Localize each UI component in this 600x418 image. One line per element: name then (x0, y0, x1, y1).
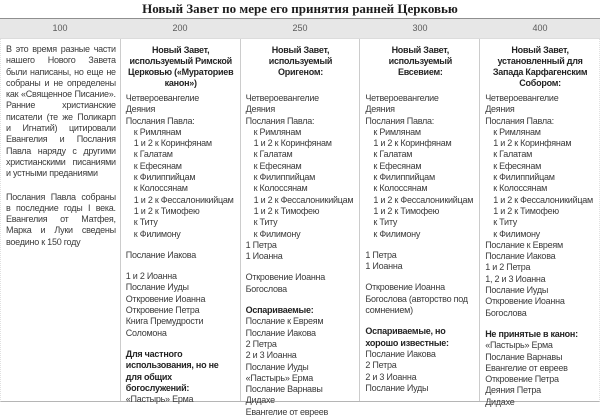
book-item: Дидахе (485, 396, 515, 407)
book-item: Евангелие от евреев (245, 406, 329, 417)
book-list-block (365, 349, 475, 394)
book-list-block (485, 127, 595, 240)
column-400-content (485, 93, 595, 408)
book-item: Послание Иуды (245, 361, 309, 372)
book-item: 1 и 2 к Коринфянам (253, 138, 332, 149)
book-item: 2 и 3 Иоанна (245, 350, 297, 361)
book-item: Откровение Иоанна Богослова (245, 272, 326, 294)
year-label-200: 200 (172, 23, 188, 33)
book-item: 1 и 2 к Фессалоникийцам (493, 194, 593, 205)
book-item: 1 и 2 к Фессалоникийцам (253, 194, 354, 205)
column-200-content (126, 93, 236, 405)
book-item: к Галатам (253, 149, 293, 160)
book-item: 1 Петра (245, 239, 277, 250)
book-item: Деяния (245, 104, 275, 115)
book-item: к Галатам (373, 149, 413, 160)
book-list-block (485, 93, 595, 127)
book-item: Откровение Иоанна Богослова (авторство под сомнением) (365, 282, 468, 316)
column-300-content (365, 93, 475, 394)
book-item: Откровение Иоанна (125, 293, 206, 304)
book-item: Четвероевангелие (365, 93, 439, 103)
timeline-columns (0, 39, 600, 417)
book-item: Деяния (365, 104, 395, 115)
year-label-300: 300 (412, 23, 428, 33)
book-item: Откровение Петра (485, 374, 559, 385)
book-item: к Ефесянам (133, 160, 182, 171)
book-list-block (246, 316, 356, 418)
year-label-250: 250 (292, 23, 308, 33)
book-list-subheading (365, 326, 475, 349)
book-item: Деяния (125, 104, 156, 115)
column-400-header: Новый Завет, установленный для Запада Карфагенским Собором: (492, 45, 588, 88)
book-item: Послание Иуды (485, 285, 549, 296)
book-item: Послание Иуды (365, 382, 429, 393)
book-item: 1 Петра (365, 249, 397, 260)
book-list-block (126, 271, 236, 339)
book-list-block (126, 127, 236, 240)
book-item: 1 и 2 к Фессалоникийцам (373, 194, 474, 205)
book-item: к Титу (493, 217, 517, 228)
book-list-block (365, 250, 475, 273)
book-item: к Колоссянам (133, 183, 188, 194)
book-item: Дидахе (245, 395, 275, 406)
book-list-block (246, 127, 356, 240)
book-item: Послание Иакова (365, 348, 436, 359)
book-item: к Филиппийцам (253, 172, 316, 183)
book-item: 1 и 2 к Коринфянам (493, 138, 572, 149)
book-item: Послание Иакова (245, 327, 316, 338)
book-list-block (126, 394, 236, 405)
book-item: к Титу (133, 217, 158, 228)
book-item: к Ефесянам (253, 160, 302, 171)
column-100 (1, 39, 120, 401)
book-item: к Колоссянам (373, 183, 428, 194)
book-item: Четвероевангелие (245, 93, 319, 103)
book-item: 1 и 2 к Тимофею (253, 205, 320, 216)
book-item: 1 и 2 к Коринфянам (373, 138, 452, 149)
book-item: 1, 2 и 3 Иоанна (485, 273, 546, 284)
book-item: 2 Петра (245, 338, 277, 349)
book-item: Послание Иакова (485, 251, 556, 262)
book-item: «Пастырь» Ерма (125, 394, 194, 405)
book-item: «Пастырь» Ерма (485, 340, 553, 351)
book-item: Оспариваемые: (245, 305, 314, 316)
book-item: 1 Иоанна (365, 261, 403, 272)
book-item: Евангелие от евреев (485, 362, 568, 373)
column-250-header: Новый Завет, используемый Оригеном: (268, 45, 333, 77)
book-item: Послание Иуды (125, 282, 189, 293)
book-item: к Галатам (133, 149, 173, 160)
book-item: 1 и 2 Иоанна (125, 271, 177, 282)
book-item: к Ефесянам (373, 160, 422, 171)
column-paragraph: Послания Павла собраны в последние годы I века. Евангелия от Матфея, Марка и Луки сведены воедино к 150 году (6, 191, 116, 247)
book-item: к Римлянам (253, 126, 302, 137)
book-list-block (365, 127, 475, 240)
book-item: к Титу (373, 217, 398, 228)
book-item: Послание к Евреям (485, 239, 563, 250)
year-label-100: 100 (52, 23, 68, 33)
book-item: к Титу (253, 217, 278, 228)
column-200-header: Новый Завет, используемый Римской Церковью («Мураториев канон») (128, 45, 234, 88)
book-item: Откровение Иоанна Богослова (485, 296, 565, 318)
book-item: к Филимону (373, 228, 421, 239)
book-item: 2 Петра (365, 360, 397, 371)
book-item: «Пастырь» Ерма (245, 372, 314, 383)
column-200 (120, 39, 240, 405)
book-item: Для частного использования, но не для общих богослужений: (125, 348, 219, 393)
book-item: Деяния (485, 104, 515, 115)
column-paragraph: В это время разные части нашего Нового Завета были написаны, но еще не собраны и не определены как «Священное Писание». Ранние христианские писатели (те же Поликарп и Игнатий) цитировали Евангелия и Послания Павла наряду с другими христианскими писаниями и устными преданиями (6, 44, 116, 179)
book-item: к Филимону (493, 228, 540, 239)
book-list-subheading (126, 349, 236, 394)
book-item: Четвероевангелие (485, 93, 559, 103)
book-list-subheading (485, 329, 595, 340)
book-item: к Галатам (493, 149, 533, 160)
book-item: 2 и 3 Иоанна (365, 371, 417, 382)
book-item: к Филиппийцам (373, 172, 435, 183)
book-item: Не принятые в канон: (485, 328, 578, 339)
book-item: Деяния Петра (485, 385, 541, 396)
book-item: к Филиппийцам (133, 172, 196, 183)
timeline-year-band (0, 18, 600, 39)
book-item: Послание Иакова (125, 249, 196, 260)
book-item: Послание к Евреям (245, 316, 324, 327)
book-item: 1 и 2 к Тимофею (493, 205, 559, 216)
book-list-subheading (246, 305, 356, 316)
book-item: к Колоссянам (253, 183, 308, 194)
column-100-content (6, 44, 116, 248)
book-item: Четвероевангелие (125, 93, 200, 103)
book-item: Послание Варнавы (245, 384, 323, 395)
column-400 (479, 39, 599, 407)
book-list-block (365, 93, 475, 127)
book-item: Послания Павла: (245, 115, 315, 126)
book-list-block (485, 240, 595, 319)
book-item: к Филимону (133, 228, 181, 239)
book-list-block (126, 250, 236, 261)
book-item: к Римлянам (373, 126, 421, 137)
book-item: к Римлянам (493, 126, 541, 137)
book-list-block (365, 282, 475, 316)
book-item: Послание Варнавы (485, 351, 563, 362)
book-item: 1 и 2 к Фессалоникийцам (133, 194, 234, 205)
book-list-block (246, 93, 356, 127)
column-300 (359, 39, 479, 401)
book-item: Книга Премудрости Соломона (125, 316, 204, 338)
book-item: Послания Павла: (365, 115, 435, 126)
book-item: к Римлянам (133, 126, 182, 137)
year-label-400: 400 (532, 23, 548, 33)
book-item: Послания Павла: (485, 115, 554, 126)
book-item: к Филиппийцам (493, 172, 555, 183)
book-item: 1 и 2 к Коринфянам (133, 138, 212, 149)
column-300-header: Новый Завет, используемый Евсевием: (388, 45, 452, 77)
book-item: Оспариваемые, но хорошо известные: (365, 326, 449, 348)
book-item: 1 и 2 Петра (485, 262, 531, 273)
book-item: 1 Иоанна (245, 251, 283, 262)
column-250-content (246, 93, 356, 418)
book-list-block (485, 340, 595, 408)
book-list-block (246, 272, 356, 295)
page-title: Новый Завет по мере его принятия ранней Церковью (142, 1, 458, 16)
book-list-block (126, 93, 236, 127)
book-item: к Ефесянам (493, 160, 542, 171)
book-list-block (246, 240, 356, 263)
book-item: Откровение Петра (125, 305, 200, 316)
book-item: 1 и 2 к Тимофею (133, 205, 200, 216)
book-item: Послания Павла: (125, 115, 195, 126)
book-item: 1 и 2 к Тимофею (373, 205, 440, 216)
column-250 (240, 39, 360, 417)
book-item: к Колоссянам (493, 183, 548, 194)
book-item: к Филимону (253, 228, 301, 239)
